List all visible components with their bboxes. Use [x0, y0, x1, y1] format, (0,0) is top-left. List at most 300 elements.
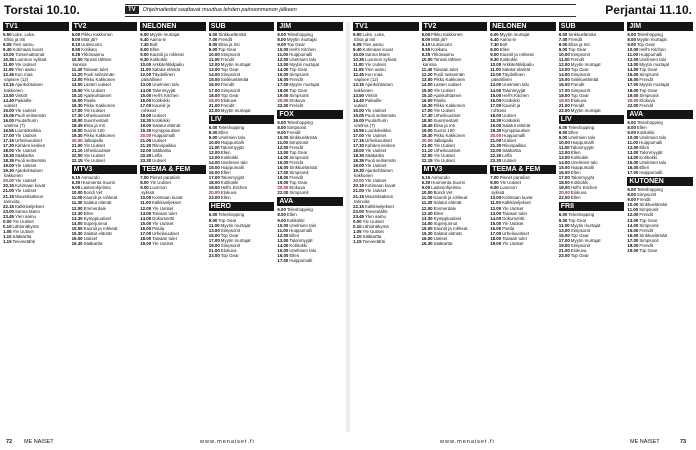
program-title: rohkeat [491, 107, 506, 113]
program-title: Myytin murtajat [286, 37, 317, 43]
program-time: 18.00 [208, 180, 220, 186]
program-time: 17.00 [208, 87, 220, 93]
program-time: 18.00 [277, 87, 289, 93]
program-time: 11.00 [277, 227, 289, 233]
program-title: tarinoita [4, 198, 20, 204]
program-title: Emmerdale [83, 205, 107, 211]
program-title: Teleshopping [286, 119, 313, 125]
channel-header: TEEMA & FEM [490, 165, 556, 174]
channel-header: MTV3 [422, 165, 488, 174]
program-time: 15.30 [71, 230, 83, 236]
left-page-listings [3, 22, 343, 432]
program-title: Arkkitehtikilpailu [502, 62, 534, 68]
program-time: 18.30 [353, 153, 364, 159]
program-time: 13.00 [277, 62, 289, 68]
program-title: Frendit [570, 82, 585, 88]
program-title: Tuntemattomat [15, 52, 45, 58]
program-title: Unelmien talo [218, 134, 246, 140]
program-time: 11.00 [3, 62, 14, 68]
program-time: 10.35 [3, 57, 14, 63]
program-title: Uutiset [152, 158, 166, 164]
program-title: Kahden kesken [365, 143, 396, 149]
program-title: Ellen [568, 129, 579, 135]
program-title: Simpsonit [220, 72, 241, 78]
program-title: Rikospaikka [502, 143, 526, 149]
program-title: Jalkapallo [433, 137, 454, 143]
program-time: 6.15 [71, 175, 81, 181]
program-time: 20.00 [277, 97, 289, 103]
program-title: Täydellinen [502, 72, 525, 78]
program-title: Salatut elämät [433, 230, 462, 236]
program-title: Muumilaakson [365, 193, 394, 199]
program-time: 23.30 [490, 158, 502, 164]
program-title: Ellen [220, 195, 231, 201]
program-time: 18.45 [71, 122, 83, 128]
program-time: 7.30 [490, 42, 499, 48]
program-title: Frendit [639, 77, 654, 83]
program-time: 15.10 [71, 92, 83, 98]
program-title: Pasila [502, 225, 515, 231]
program-time: 10.00 [558, 139, 570, 145]
program-time: 22.00 [71, 153, 83, 159]
program-title: Myytin murtajat [499, 32, 530, 37]
program-listing [490, 158, 556, 163]
program-title: Ajankohtainen [15, 168, 43, 174]
program-title: kakkonen [4, 173, 23, 179]
program-title: Ellen [220, 170, 231, 176]
program-title: Top Gear [289, 87, 308, 93]
program-title: Simpsonit [289, 139, 309, 145]
program-title: Unelmien talo [289, 57, 317, 63]
program-title: Yle Uutiset [83, 107, 105, 113]
program-title: Simpsonit [289, 92, 309, 98]
program-time: 19.00 [140, 122, 152, 128]
program-time: 17.30 [3, 143, 14, 149]
program-time: 17.00 [208, 175, 220, 181]
program-listing [422, 158, 488, 163]
program-title: Puoli seitsemän [83, 72, 115, 78]
program-time: 19.00 [208, 97, 220, 103]
program-time: 14.40 [353, 97, 364, 103]
program-time: 18.30 [3, 153, 14, 159]
listing-column [627, 22, 693, 432]
program-time: 15.05 [3, 112, 14, 118]
program-title: Luonnon sylissä [15, 57, 47, 63]
program-title: Yle Uutiset [365, 178, 387, 184]
program-title: Huippumalli [152, 132, 176, 138]
program-time: 19.00 [627, 92, 639, 98]
program-time: 8.00 [490, 47, 499, 53]
program-time: 11.00 [558, 222, 570, 228]
program-time: 15.00 [208, 77, 220, 83]
program-time: 12.00 [627, 144, 639, 150]
program-time: 18.00 [71, 117, 83, 123]
program-time: 13.00 [140, 210, 152, 216]
program-title: Kun maa [15, 72, 33, 78]
program-time: 17.30 [353, 143, 364, 149]
program-time: 12.30 [421, 210, 433, 216]
program-time: 6.15 [421, 175, 431, 181]
program-title: Simpsonit [570, 52, 591, 58]
program-title: Salatut elämät [501, 67, 531, 73]
program-title: Talonmyyjät [639, 149, 663, 155]
program-title: Myytin murtajat [636, 37, 667, 43]
program-title: Hell's Kitchen [639, 47, 666, 53]
program-title: Myytin murtajat [220, 62, 251, 68]
program-title: kanssa [422, 62, 437, 68]
program-listing [627, 103, 693, 108]
program-title: Simpsonit [220, 87, 241, 93]
program-title: Frendit [289, 175, 304, 181]
program-time: 11.00 [558, 57, 570, 63]
program-title: Elokuva [220, 190, 237, 196]
program-title: Yle Uutiset [433, 143, 455, 149]
channel-header: TV1 [3, 22, 69, 31]
program-title: Unelmien talo [639, 57, 667, 63]
program-title: Kun maa [365, 72, 383, 78]
program-title: Frendit [639, 102, 654, 108]
program-time: 20.15 [3, 183, 14, 189]
program-time: 18.00 [558, 180, 570, 186]
program-time: 16.00 [208, 170, 220, 176]
program-title: Ellen [218, 129, 229, 135]
program-time: 16.55 [353, 127, 364, 133]
program-time: 18.00 [490, 235, 502, 241]
program-title: Top Gear [639, 217, 658, 223]
program-title: Kauniit ja [152, 102, 171, 108]
program-time: 9.00 [490, 52, 499, 58]
program-title: Talonmyyjät [220, 175, 244, 181]
program-title: Luontokeikka [15, 127, 41, 133]
program-time: 17.00 [490, 230, 502, 236]
program-time: 10.00 [490, 195, 502, 201]
program-time: 18.35 [3, 158, 14, 164]
program-title: Bolt [499, 42, 508, 48]
program-time: 19.30 [490, 127, 502, 133]
program-title: Myytin murtajat [289, 62, 320, 68]
program-title: Puoli seitsemän [433, 72, 465, 78]
program-time: 12.45 [353, 72, 364, 78]
program-time: 5.50 [353, 32, 362, 37]
program-time: 18.00 [140, 235, 152, 241]
program-title: päivällinen [141, 77, 162, 83]
program-title: Hell's Kitchen [502, 92, 529, 98]
program-title: Kotikokki [286, 217, 305, 223]
program-title: uutiset [4, 102, 17, 108]
program-time: 16.00 [490, 225, 502, 231]
program-title: Täydellinen [152, 72, 175, 78]
program-title: Ellen [433, 210, 444, 216]
program-time: 18.00 [140, 112, 152, 118]
program-time: 12.45 [3, 72, 14, 78]
program-title: Huippumalli [570, 139, 594, 145]
program-listing [353, 239, 419, 244]
program-title: Elokuva [289, 97, 305, 103]
program-title: Huippumalli [639, 139, 663, 145]
program-time: 14.00 [208, 72, 220, 78]
program-title: Elokuva [570, 190, 587, 196]
program-title: Kotikatu [81, 47, 98, 53]
program-title: Ajankohtainen [365, 82, 393, 88]
program-time: 19.00 [558, 97, 570, 103]
program-time: 22.00 [140, 148, 152, 154]
program-time: 8.10 [421, 42, 431, 48]
program-listing [559, 253, 625, 258]
program-title: Kotimaan kuvat [152, 195, 183, 201]
program-title: Taivaan tulet [83, 67, 108, 73]
program-time: 13.00 [627, 62, 639, 68]
program-title: Yle Uutiset [499, 180, 521, 186]
program-time: 10.00 [140, 62, 152, 68]
program-title: Teeveetähti [362, 238, 386, 244]
program-time: 9.00 [490, 185, 499, 191]
program-time: 11.00 [277, 52, 289, 58]
program-time: 15.00 [208, 232, 220, 238]
program-listing [72, 241, 138, 246]
program-time: 18.00 [277, 175, 289, 181]
program-time: 14.00 [558, 160, 570, 166]
program-title: Uutiset [502, 112, 516, 118]
program-title: sylissä [141, 190, 155, 196]
program-time: 9.00 [208, 217, 218, 223]
program-title: Ellen [286, 212, 297, 218]
program-title: Yle Uutiset [12, 218, 34, 224]
program-time: 8.00 [140, 180, 149, 186]
program-title: Yle Uutiset [83, 143, 105, 149]
program-title: Teleshopping [636, 119, 663, 125]
program-title: Luke, Luke, [12, 32, 36, 37]
program-time: 9.25 [421, 52, 431, 58]
program-time: 6.00 [140, 32, 149, 37]
program-title: Ajankohtainen [365, 168, 393, 174]
program-title: Emmerdale [433, 205, 457, 211]
program-title: Sinkkuelämää [289, 134, 317, 140]
channel-header: KUTONEN [627, 177, 693, 186]
program-title: Mitä jäi? [81, 37, 98, 43]
program-title: Urheiluuutiset [502, 230, 530, 236]
program-title: Suurmestarit [83, 117, 109, 123]
program-time: 11.00 [277, 139, 289, 145]
program-title: Teleshopping [218, 124, 245, 130]
channel-header: TV1 [353, 22, 419, 31]
program-time: 14.00 [208, 160, 220, 166]
program-title: Rikospaikka [152, 143, 176, 149]
page-footer [0, 436, 696, 448]
program-title: Kalkkiveljekset [15, 203, 44, 209]
program-title: Top Gear [570, 252, 589, 258]
program-time: 16.30 [421, 102, 433, 108]
program-time: 11.00 [208, 222, 220, 228]
program-time: 21.10 [421, 148, 433, 154]
program-time: 13.00 [208, 227, 220, 233]
program-title: Taivaan tulet [502, 210, 527, 216]
program-time: 16.00 [277, 77, 289, 83]
program-time: 19.00 [3, 163, 14, 169]
program-time: 15.00 [208, 165, 220, 171]
program-time: 16.55 [3, 127, 14, 133]
program-title: Teleshopping [286, 207, 313, 213]
program-title: Simpsonit [286, 124, 307, 130]
program-time: 21.00 [353, 188, 364, 194]
program-time: 12.00 [140, 72, 152, 78]
program-time: 11.40 [71, 67, 83, 73]
program-title: Taivaan tulet [433, 67, 458, 73]
program-time: 15.00 [353, 107, 364, 113]
program-listing [3, 239, 69, 244]
program-title: Top Gear [568, 217, 587, 223]
program-time: 19.00 [558, 185, 570, 191]
program-title: Elokuva [220, 97, 237, 103]
program-title: Yle Uutiset [502, 205, 524, 211]
program-time: 15.00 [140, 220, 152, 226]
program-title: Paikallis- [365, 97, 383, 103]
program-time: 10.35 [353, 57, 364, 63]
program-title: Lähiönäkymä [12, 223, 39, 229]
program-title: Uutiset [433, 235, 448, 241]
program-title: Ellen [639, 144, 650, 150]
program-title: Huomenta Suomi [81, 180, 116, 186]
program-title: Top Gear [220, 232, 239, 238]
program-time: 11.00 [140, 200, 151, 206]
program-title: Teleshopping [636, 187, 663, 193]
program-title: Kotikokki [502, 117, 520, 123]
program-time: 17.00 [353, 132, 364, 138]
program-title: Top Gear [639, 87, 658, 93]
program-title: Myytin murtajat [639, 82, 670, 88]
program-title: Urheiluuutiset [365, 137, 392, 143]
program-time: 11.05 [3, 67, 14, 73]
program-title: Simpsonit [570, 242, 591, 248]
program-time: 16.30 [71, 240, 83, 246]
program-time: 18.00 [208, 92, 220, 98]
program-time: 6.05 [353, 42, 362, 48]
program-title: Simpsonit [289, 72, 309, 78]
program-title: Pasila [433, 97, 446, 103]
program-time: 14.00 [627, 222, 639, 228]
program-title: Sinkkuelämää [639, 232, 667, 238]
program-listing [140, 158, 206, 163]
program-title: Yle Uutiset [149, 180, 171, 186]
page-number-left: 72 [6, 439, 13, 445]
program-title: Frendit [220, 102, 235, 108]
channel-header: HERO [209, 202, 275, 211]
program-title: vapisee (12) [354, 77, 379, 83]
program-title: Talonmyyjät [289, 237, 313, 243]
program-time: 1.10 [3, 233, 12, 239]
program-time: 13.50 [3, 92, 14, 98]
program-time: 9.40 [3, 47, 12, 53]
program-title: Yle Uutiset [83, 153, 105, 159]
program-title: Teleshopping [218, 212, 245, 218]
program-title: kakkonen [354, 87, 373, 93]
program-time: 17.00 [490, 102, 502, 108]
program-title: Elisa ja Inti [218, 42, 240, 48]
program-time: 8.00 [558, 129, 568, 135]
program-time: 6.00 [208, 32, 218, 37]
program-time: 14.00 [421, 220, 433, 226]
program-time: 16.00 [277, 252, 289, 258]
program-time: 16.00 [71, 97, 83, 103]
program-title: Simpsonit [289, 155, 309, 161]
program-time: 1.10 [353, 233, 362, 239]
program-title: Uutisvuoto [81, 42, 102, 48]
program-title: Frendit [220, 57, 235, 63]
program-title: Yle Uutiset [365, 163, 387, 169]
program-time: 20.00 [558, 190, 570, 196]
program-time: 10.00 [208, 139, 220, 145]
program-time: 6.30 [421, 180, 431, 186]
program-title: Puoli seitsemän [15, 112, 46, 118]
program-time: 19.00 [277, 180, 289, 186]
program-title: Tanssii tähtien [83, 57, 112, 63]
program-title: Frendit [636, 197, 651, 203]
program-time: 15.00 [140, 92, 152, 98]
program-title: Unelmien talo [502, 82, 530, 88]
program-title: Elokuva [289, 185, 305, 191]
program-time: 6.40 [140, 37, 149, 43]
program-time: 9.00 [140, 52, 149, 58]
program-title: Suurmestarit [433, 117, 459, 123]
program-time: 8.00 [490, 180, 499, 186]
program-title: Uutiset [83, 235, 98, 241]
program-time: 13.00 [627, 217, 639, 223]
program-title: Sääkartta [502, 148, 521, 154]
program-time: 9.00 [277, 42, 286, 48]
program-time: 11.00 [627, 207, 639, 213]
program-time: 12.00 [277, 57, 289, 63]
program-time: 16.00 [421, 97, 433, 103]
program-time: 16.00 [208, 82, 220, 88]
program-time: 7.00 [558, 37, 568, 43]
program-time: 6.00 [627, 32, 636, 37]
program-title: Salatut elämät [83, 230, 112, 236]
program-title: Simpsonit [289, 170, 309, 176]
program-time: 13.30 [421, 215, 433, 221]
program-listing [277, 103, 343, 108]
program-time: 12.20 [421, 72, 433, 78]
program-time: 22.00 [558, 195, 570, 201]
program-title: Sääkartta [433, 240, 453, 246]
program-title: Ellen [149, 47, 160, 53]
program-listing [559, 195, 625, 200]
program-time: 12.00 [627, 57, 639, 63]
program-title: Unelmien talo [289, 222, 317, 228]
program-title: Kotikokki [570, 180, 589, 186]
program-time: 15.00 [277, 247, 289, 253]
program-time: 14.00 [277, 242, 289, 248]
program-title: Talonmyyjät [570, 144, 594, 150]
channel-header: JIM [627, 22, 693, 31]
program-title: Kotikokki [289, 242, 307, 248]
program-time: 10.00 [421, 57, 433, 63]
program-time: 12.00 [140, 205, 152, 211]
program-title: Suomi 100 [433, 127, 455, 133]
program-time: 21.00 [208, 102, 220, 108]
program-title: Yle Uutiset [83, 158, 105, 164]
channel-header: SUB [209, 22, 275, 31]
program-title: Sääkartta [12, 233, 32, 239]
program-time: 18.30 [140, 117, 152, 123]
program-title: Hell's Kitchen [152, 92, 179, 98]
program-time: 9.30 [140, 57, 149, 63]
program-title: Kotikokki [149, 57, 168, 63]
program-title: Kalkkiveljekset [151, 200, 181, 206]
channel-header: LIV [209, 115, 275, 124]
program-listing [490, 241, 556, 246]
program-title: Lasten uutiset [83, 82, 111, 88]
program-time: 22.00 [627, 102, 639, 108]
program-time: 15.00 [558, 232, 570, 238]
